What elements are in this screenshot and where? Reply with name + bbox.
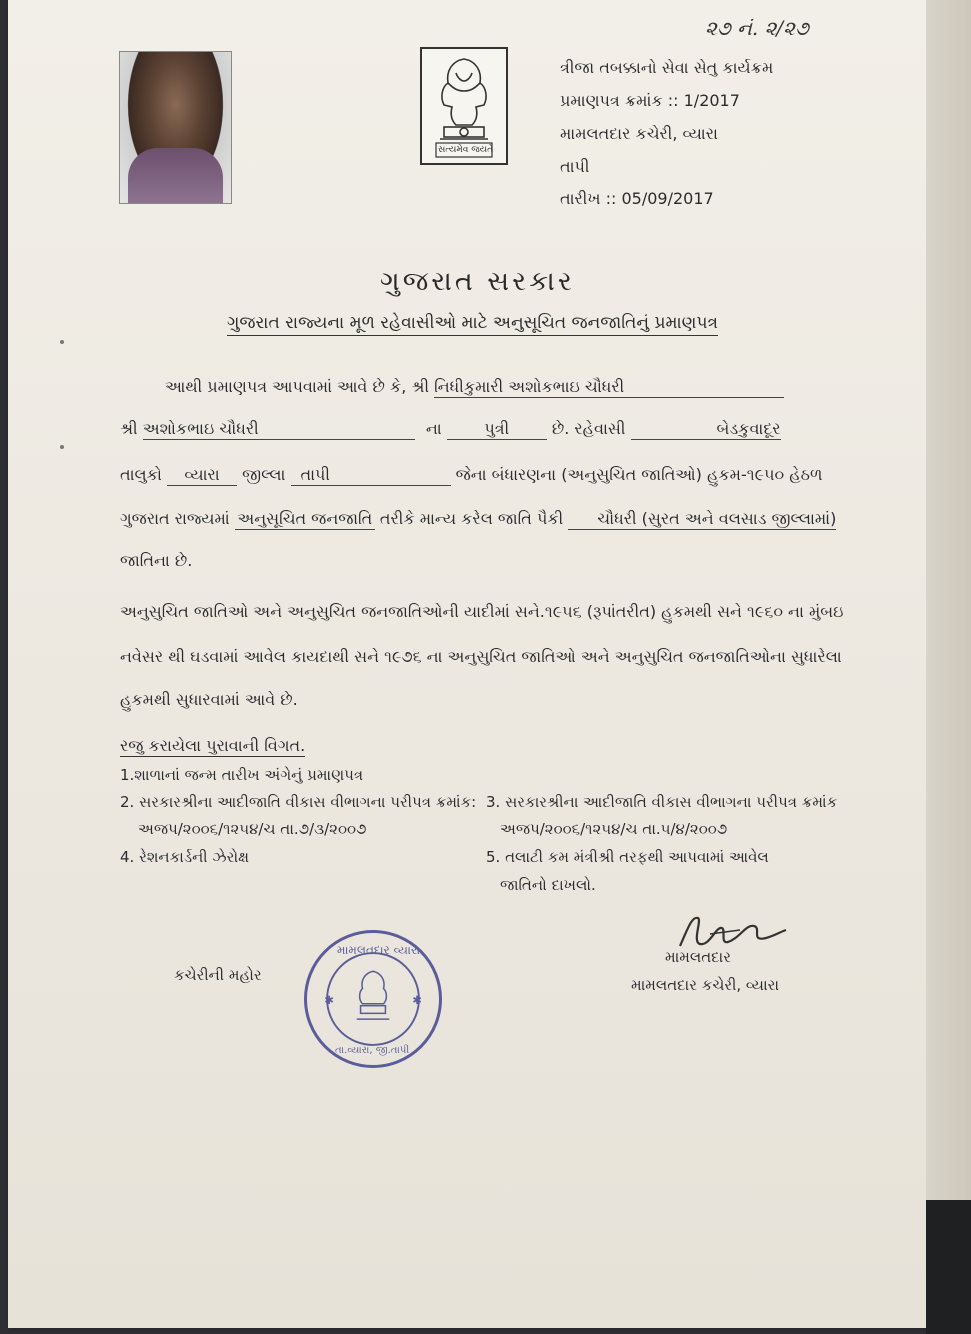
evidence-item-2: 2. સરકારશ્રીના આદીજાતિ વીકાસ વીભાગના પરીપત્ર ક્રમાંક: [120, 793, 477, 811]
evidence-item-5: 5. તલાટી કમ મંત્રીશ્રી તરફથી આપવામાં આવેલ [486, 848, 769, 866]
page-subtitle: ગુજરાત રાજ્યના મૂળ રહેવાસીઓ માટે અનુસૂચિત જનજાતિનું પ્રમાણપત્ર [227, 313, 718, 336]
line4-mid: તરીકે માન્ય કરેલ જાતિ પૈકી [379, 509, 564, 528]
line4-prefix: ગુજરાત રાજ્યમાં [120, 509, 230, 528]
body-para3: હુકમથી સુધારવામાં આવે છે. [120, 690, 298, 709]
body-para2: નવેસર થી ઘડવામાં આવેલ કાયદાથી સને ૧૯૭૬ ના અનુસુચિત જાતિઓ અને અનુસુચિત જનજાતિઓના સુધારેલા [120, 647, 842, 666]
program-name: ત્રીજા તબક્કાનો સેવા સેતુ કાર્યક્રમ [560, 58, 774, 77]
svg-text:✱: ✱ [412, 992, 422, 1007]
underlying-page-edge [926, 0, 971, 1334]
body-line4 [120, 509, 836, 530]
line2-na: ના [425, 419, 442, 438]
national-emblem [420, 47, 508, 165]
certificate-page [8, 0, 926, 1328]
evidence-item-3-ref: અજપ/૨૦૦૬/૧૨૫૪/ચ તા.૫/૪/૨૦૦૭ [500, 820, 728, 838]
stamp-bottom-text: તા.વ્યારા, જી.તાપી [335, 1045, 410, 1056]
applicant-name: નિધીકુમારી અશોકભાઇ ચૌધરી [434, 377, 784, 398]
emblem-motto: સત્યમેવ જયતે [438, 145, 494, 155]
evidence-item-5-cont: જાતિનો દાખલો. [500, 876, 596, 894]
page-title: ગુજરાત સરકાર [380, 266, 575, 297]
village-name: બેડકુવાદૂર [631, 419, 781, 440]
body-line1 [165, 377, 784, 398]
body-para1: અનુસુચિત જાતિઓ અને અનુસુચિત જનજાતિઓની યાદીમાં સને.૧૯૫૬ (રૂપાંતરીત) હુકમથી સને ૧૯૬૦ ના મુંબઇ [120, 602, 844, 621]
body-line3 [120, 465, 822, 486]
line3-district: જીલ્લા [242, 465, 286, 484]
line2-prefix: શ્રી [120, 419, 138, 438]
applicant-photo [119, 51, 232, 204]
relation: પુત્રી [447, 419, 547, 440]
issuing-office: મામલતદાર કચેરી, વ્યારા [560, 124, 718, 143]
line3-taluka: તાલુકો [120, 465, 162, 484]
stamp-text: મામલતદાર વ્યારા [337, 943, 421, 957]
signatory-office: મામલતદાર કચેરી, વ્યારા [631, 976, 780, 994]
father-name: અશોકભાઇ ચૌધરી [143, 419, 415, 440]
line2-resident: છે. રહેવાસી [551, 419, 626, 438]
taluka-name: વ્યારા [167, 465, 237, 486]
evidence-item-2-ref: અજપ/૨૦૦૬/૧૨૫૪/ચ તા.૭/૩/૨૦૦૭ [138, 820, 367, 838]
evidence-item-4: 4. રેશનકાર્ડની ઝેરોક્ષ [120, 848, 250, 866]
signatory-title: મામલતદાર [665, 948, 731, 966]
body-line2 [120, 419, 781, 440]
punch-mark [60, 340, 64, 344]
svg-text:✱: ✱ [324, 992, 334, 1007]
office-seal-label: કચેરીની મહોર [174, 966, 262, 984]
category: અનુસૂચિત જનજાતિ [235, 509, 375, 530]
body-line5: જાતિના છે. [120, 551, 193, 570]
line3-rest: જેના બંધારણના (અનુસુચિત જાતિઓ) હુકમ-૧૯૫૦ હેઠળ [455, 465, 823, 484]
district-name: તાપી [291, 465, 451, 486]
office-stamp [304, 930, 442, 1068]
evidence-item-1: 1.શાળાનાં જન્મ તારીખ અંગેનું પ્રમાણપત્ર [120, 766, 364, 784]
evidence-item-3: 3. સરકારશ્રીના આદીજાતિ વીકાસ વીભાગના પરીપત્ર ક્રમાંક [486, 793, 838, 811]
certificate-number: પ્રમાણપત્ર ક્રમાંક :: 1/2017 [560, 91, 740, 110]
issue-date: તારીખ :: 05/09/2017 [560, 189, 714, 208]
caste-name: ચૌધરી (સુરત અને વલસાડ જીલ્લામાં) [568, 509, 836, 530]
top-right-note: ૨૭ નં. ૨/૨૭ [705, 16, 809, 40]
punch-mark [60, 445, 64, 449]
evidence-heading: રજુ કરાયેલા પુરાવાની વિગત. [120, 736, 306, 755]
line1-prefix: આથી પ્રમાણપત્ર આપવામાં આવે છે કે, શ્રી [165, 377, 430, 396]
issuing-district: તાપી [560, 157, 590, 176]
